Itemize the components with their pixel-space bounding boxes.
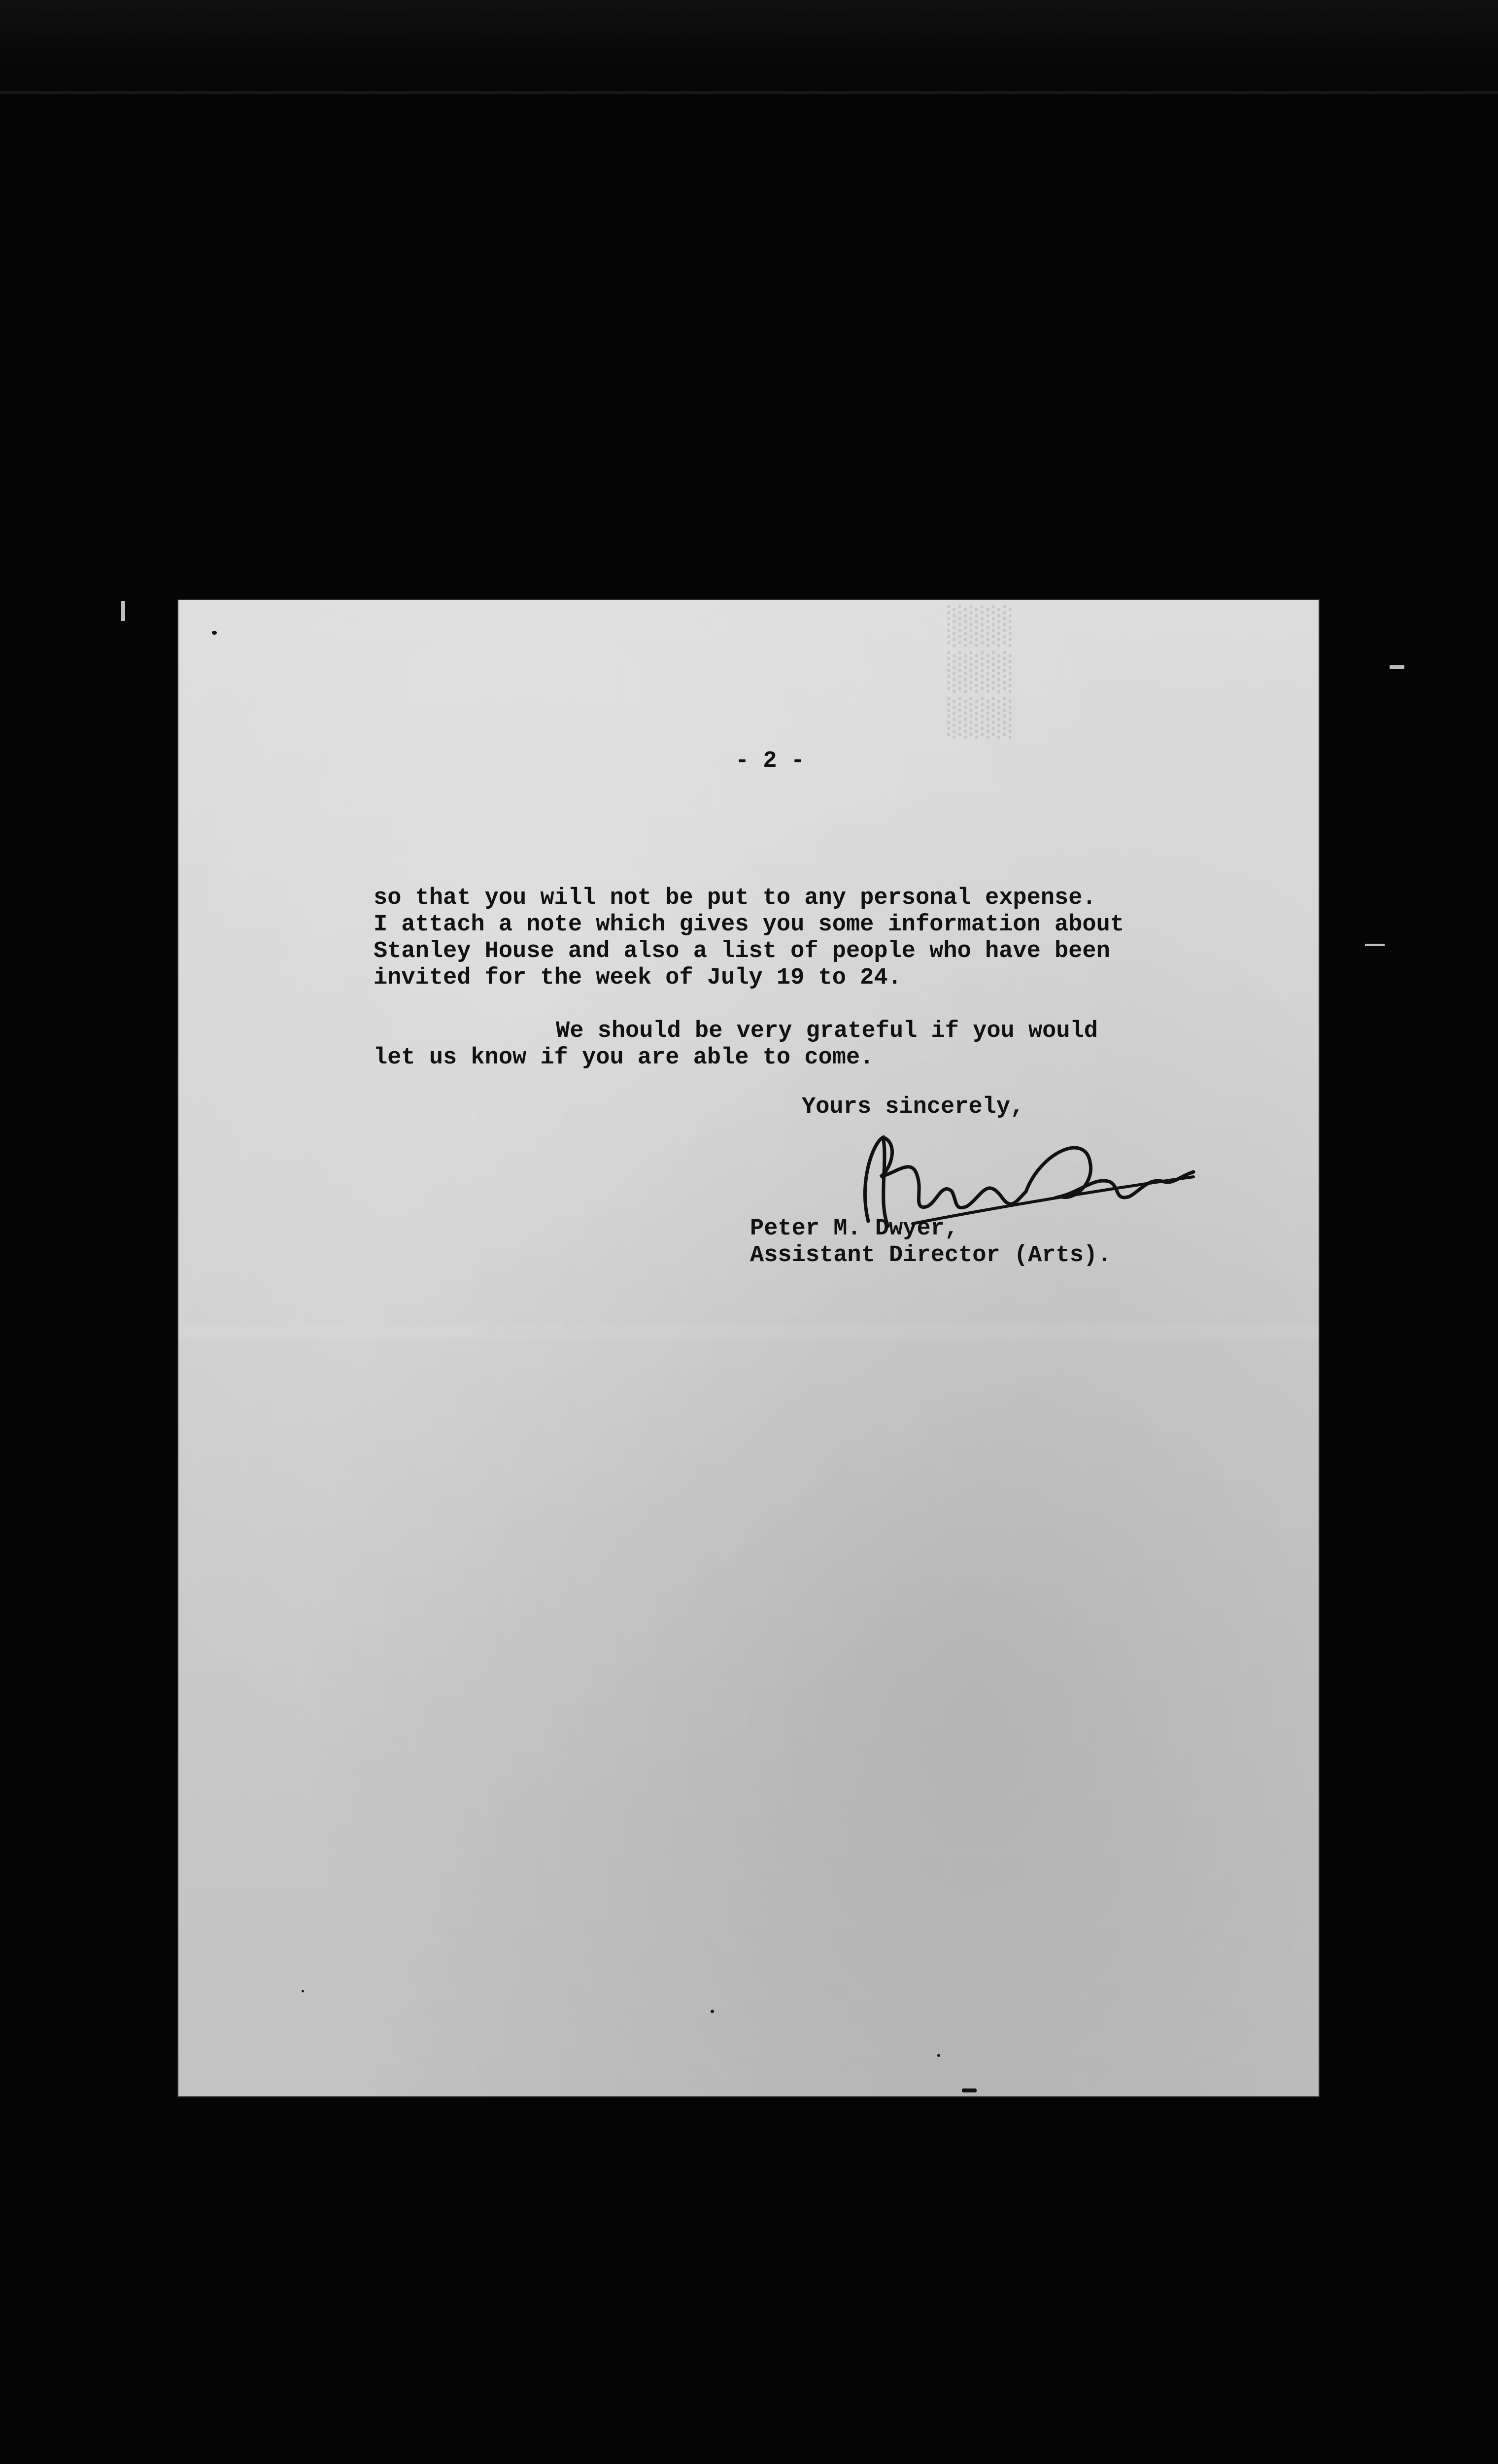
paragraph-2	[374, 1018, 1211, 1071]
film-edge-line	[0, 91, 1498, 94]
bleed-through-stamp: ▒▒▒	[950, 605, 1015, 743]
film-speck	[121, 601, 125, 621]
signer-title: Assistant Director (Arts).	[750, 1242, 1112, 1268]
paragraph-2-line: We should be very grateful if you would	[556, 1018, 1098, 1044]
letter-text	[178, 600, 1319, 2096]
film-speck	[1365, 944, 1385, 946]
page-number: - 2 -	[735, 748, 805, 774]
letter-page	[178, 600, 1319, 2096]
paragraph-1-line: invited for the week of July 19 to 24.	[374, 965, 902, 991]
closing: Yours sincerely,	[802, 1094, 1024, 1120]
paragraph-1	[374, 885, 1211, 992]
film-top-strip	[0, 0, 1498, 99]
paragraph-2-line: let us know if you are able to come.	[374, 1045, 874, 1071]
paragraph-1-line: Stanley House and also a list of people who have been	[374, 938, 1110, 964]
signer-name: Peter M. Dwyer,	[750, 1216, 959, 1242]
film-speck	[1390, 665, 1404, 669]
paragraph-1-line: so that you will not be put to any personal expense.	[374, 885, 1096, 911]
paragraph-1-line: I attach a note which gives you some information about	[374, 912, 1124, 938]
